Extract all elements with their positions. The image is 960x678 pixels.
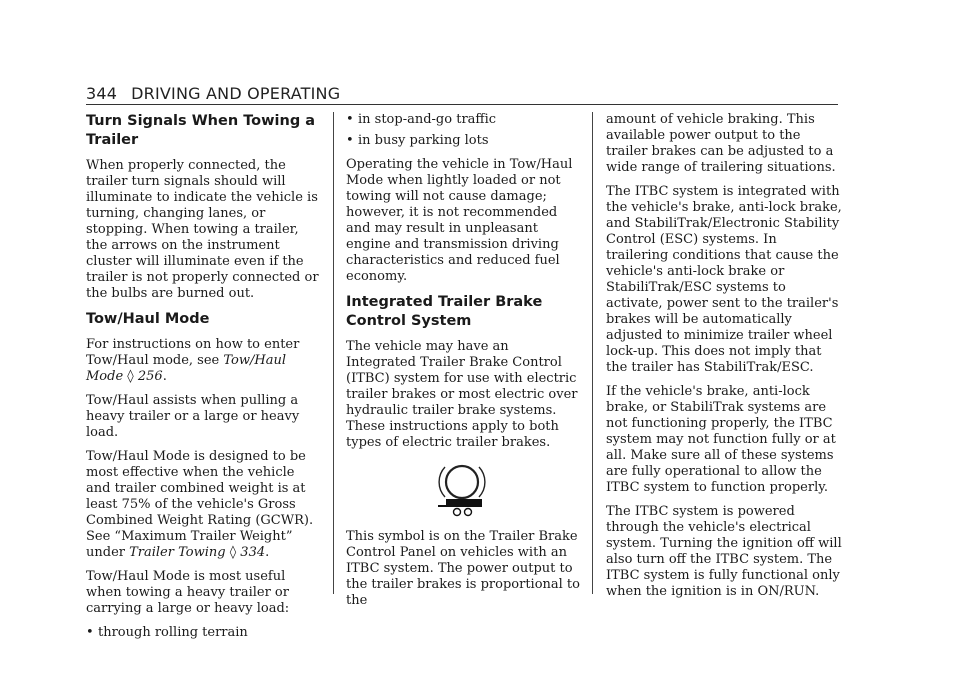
paragraph-tow-haul-instructions: For instructions on how to enter Tow/Haul mode, see Tow/Haul Mode ◊ 256. [86, 337, 300, 384]
list-item-text: in stop-and-go traffic [358, 112, 497, 127]
paragraph-lightly-loaded: Operating the vehicle in Tow/Haul Mode when lightly loaded or not towing will not cause damage; however, it is not recommended and may result in unpleasant engine and transmission driving characteristics and reduced fuel economy. [346, 157, 573, 284]
column-3 [606, 112, 842, 608]
column-2 [346, 112, 582, 617]
heading-tow-haul-mode: Tow/Haul Mode [86, 311, 210, 327]
paragraph-braking-amount: amount of vehicle braking. This available power output to the trailer brakes can be adjusted to a wide range of trailering situations. [606, 112, 836, 175]
paragraph-symbol-description: This symbol is on the Trailer Brake Control Panel on vehicles with an ITBC system. The power output to the trailer brakes is proportional to the [346, 529, 580, 608]
paragraph-tow-haul-designed: Tow/Haul Mode is designed to be most effective when the vehicle and trailer combined weight is at least 75% of the vehicle's Gross Combined Weight Rating (GCWR). See “Maximum Trailer Weight” under Trailer Towing ◊ 334. [86, 449, 314, 560]
list-item-text: through rolling terrain [98, 625, 248, 640]
bullet-icon: • [86, 625, 94, 640]
section-title: DRIVING AND OPERATING [131, 84, 341, 103]
page-ref-334[interactable]: 334 [240, 545, 266, 560]
paragraph-itbc-intro: The vehicle may have an Integrated Trailer Brake Control (ITBC) system for use with electric trailer brakes or most electric over hydraulic trailer brake systems. These instructions apply to both types of electric trailer brakes. [346, 339, 578, 450]
page-number: 344 [86, 84, 118, 103]
paragraph-tow-haul-useful: Tow/Haul Mode is most useful when towing a heavy trailer or carrying a large or heavy load: [86, 569, 290, 616]
page-ref-arrow-icon: ◊ [229, 545, 237, 560]
paragraph-tow-haul-assists: Tow/Haul assists when pulling a heavy trailer or a large or heavy load. [86, 393, 300, 440]
bullet-icon: • [346, 133, 354, 148]
list-item [346, 112, 582, 128]
list-item [86, 625, 322, 641]
column-1 [86, 112, 322, 646]
paragraph-itbc-power: The ITBC system is powered through the vehicle's electrical system. Turning the ignition off will also turn off the ITBC system. The ITBC system is fully functional only when the ignition is in ON/RUN. [606, 504, 842, 599]
list-item-text: in busy parking lots [358, 133, 489, 148]
page-ref-arrow-icon: ◊ [127, 369, 134, 384]
list-item [346, 133, 582, 149]
heading-turn-signals: Turn Signals When Towing a Trailer [86, 113, 316, 148]
trailer-brake-icon [436, 461, 492, 517]
heading-itbc: Integrated Trailer Brake Control System [346, 294, 543, 329]
column-divider-1 [333, 112, 334, 594]
link-tow-haul-mode[interactable]: Tow/Haul Mode [86, 353, 286, 384]
page-ref-256[interactable]: 256 [137, 369, 163, 384]
paragraph-turn-signals: When properly connected, the trailer turn signals should will illuminate to indicate the vehicle is turning, changing lanes, or stopping. When towing a trailer, the arrows on the instrument cluster will illuminate even if the trailer is not properly connected or the bulbs are burned out. [86, 158, 319, 301]
paragraph-itbc-malfunction: If the vehicle's brake, anti-lock brake, or StabiliTrak systems are not functioning properly, the ITBC system may not function fully or at all. Make sure all of these systems are fully operational to allow the ITBC system to function properly. [606, 384, 836, 495]
paragraph-itbc-integrated: The ITBC system is integrated with the vehicle's brake, anti-lock brake, and StabiliTrak/Electronic Stability Control (ESC) systems. In trailering conditions that cause the vehicle's anti-lock brake or StabiliTrak/ESC systems to activate, power sent to the trailer's brakes will be automatically adjusted to minimize trailer wheel lock-up. This does not imply that the trailer has StabiliTrak/ESC. [606, 184, 842, 375]
page-header [86, 84, 340, 103]
link-trailer-towing[interactable]: Trailer Towing [129, 545, 226, 560]
bullet-icon: • [346, 112, 354, 127]
column-divider-2 [592, 112, 593, 594]
header-rule [86, 104, 838, 105]
